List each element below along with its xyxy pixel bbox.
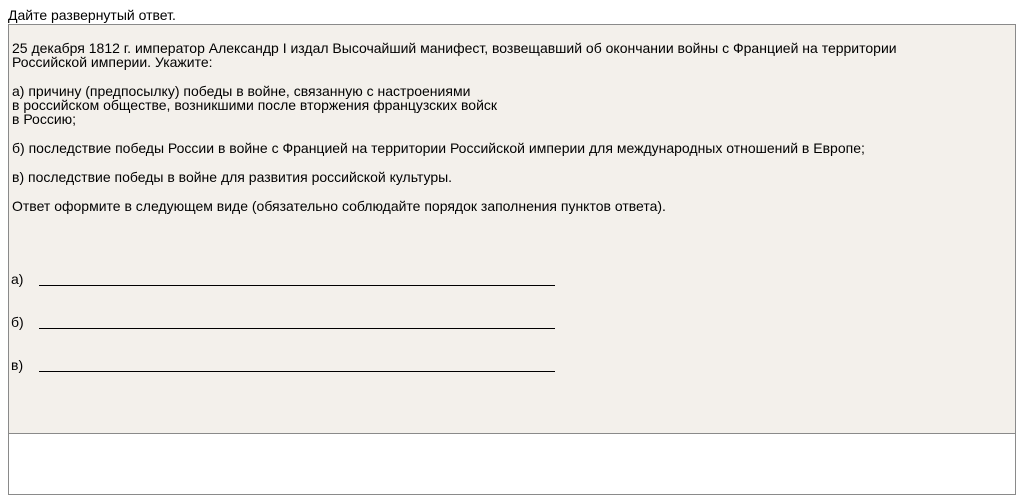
answer-letter-b: б)	[11, 314, 24, 330]
answer-row-b	[11, 314, 571, 330]
answer-letter-v: в)	[11, 357, 24, 373]
task-intro-line-2: Российской империи. Укажите:	[12, 54, 213, 70]
task-item-v: в) последствие победы в войне для развития российской культуры.	[12, 169, 453, 185]
task-item-a-line-2: в российском обществе, возникшими после вторжения французских войск	[12, 97, 498, 113]
instruction-text: Дайте развернутый ответ.	[8, 7, 176, 23]
task-format-note: Ответ оформите в следующем виде (обязательно соблюдайте порядок заполнения пунктов ответа).	[12, 198, 666, 214]
answer-line-b	[39, 328, 555, 329]
task-panel	[8, 24, 1016, 434]
task-item-a-line-1: а) причину (предпосылку) победы в войне, связанную с настроениями	[12, 83, 471, 99]
answer-row-v	[11, 357, 571, 373]
answer-line-v	[39, 371, 555, 372]
task-intro-line-1: 25 декабря 1812 г. император Александр I издал Высочайший манифест, возвещавший об окончании войны с Францией на территории	[12, 40, 897, 56]
task-item-b: б) последствие победы России в войне с Францией на территории Российской империи для международных отношений в Европе;	[12, 140, 865, 156]
task-intro	[12, 41, 1002, 69]
task-text	[12, 41, 1002, 228]
task-item-a-line-3: в Россию;	[12, 111, 77, 127]
answer-letter-a: а)	[11, 271, 24, 287]
answer-line-a	[39, 285, 555, 286]
answer-row-a	[11, 271, 571, 287]
task-item-a	[12, 84, 1002, 126]
answer-input-area[interactable]	[8, 433, 1016, 495]
